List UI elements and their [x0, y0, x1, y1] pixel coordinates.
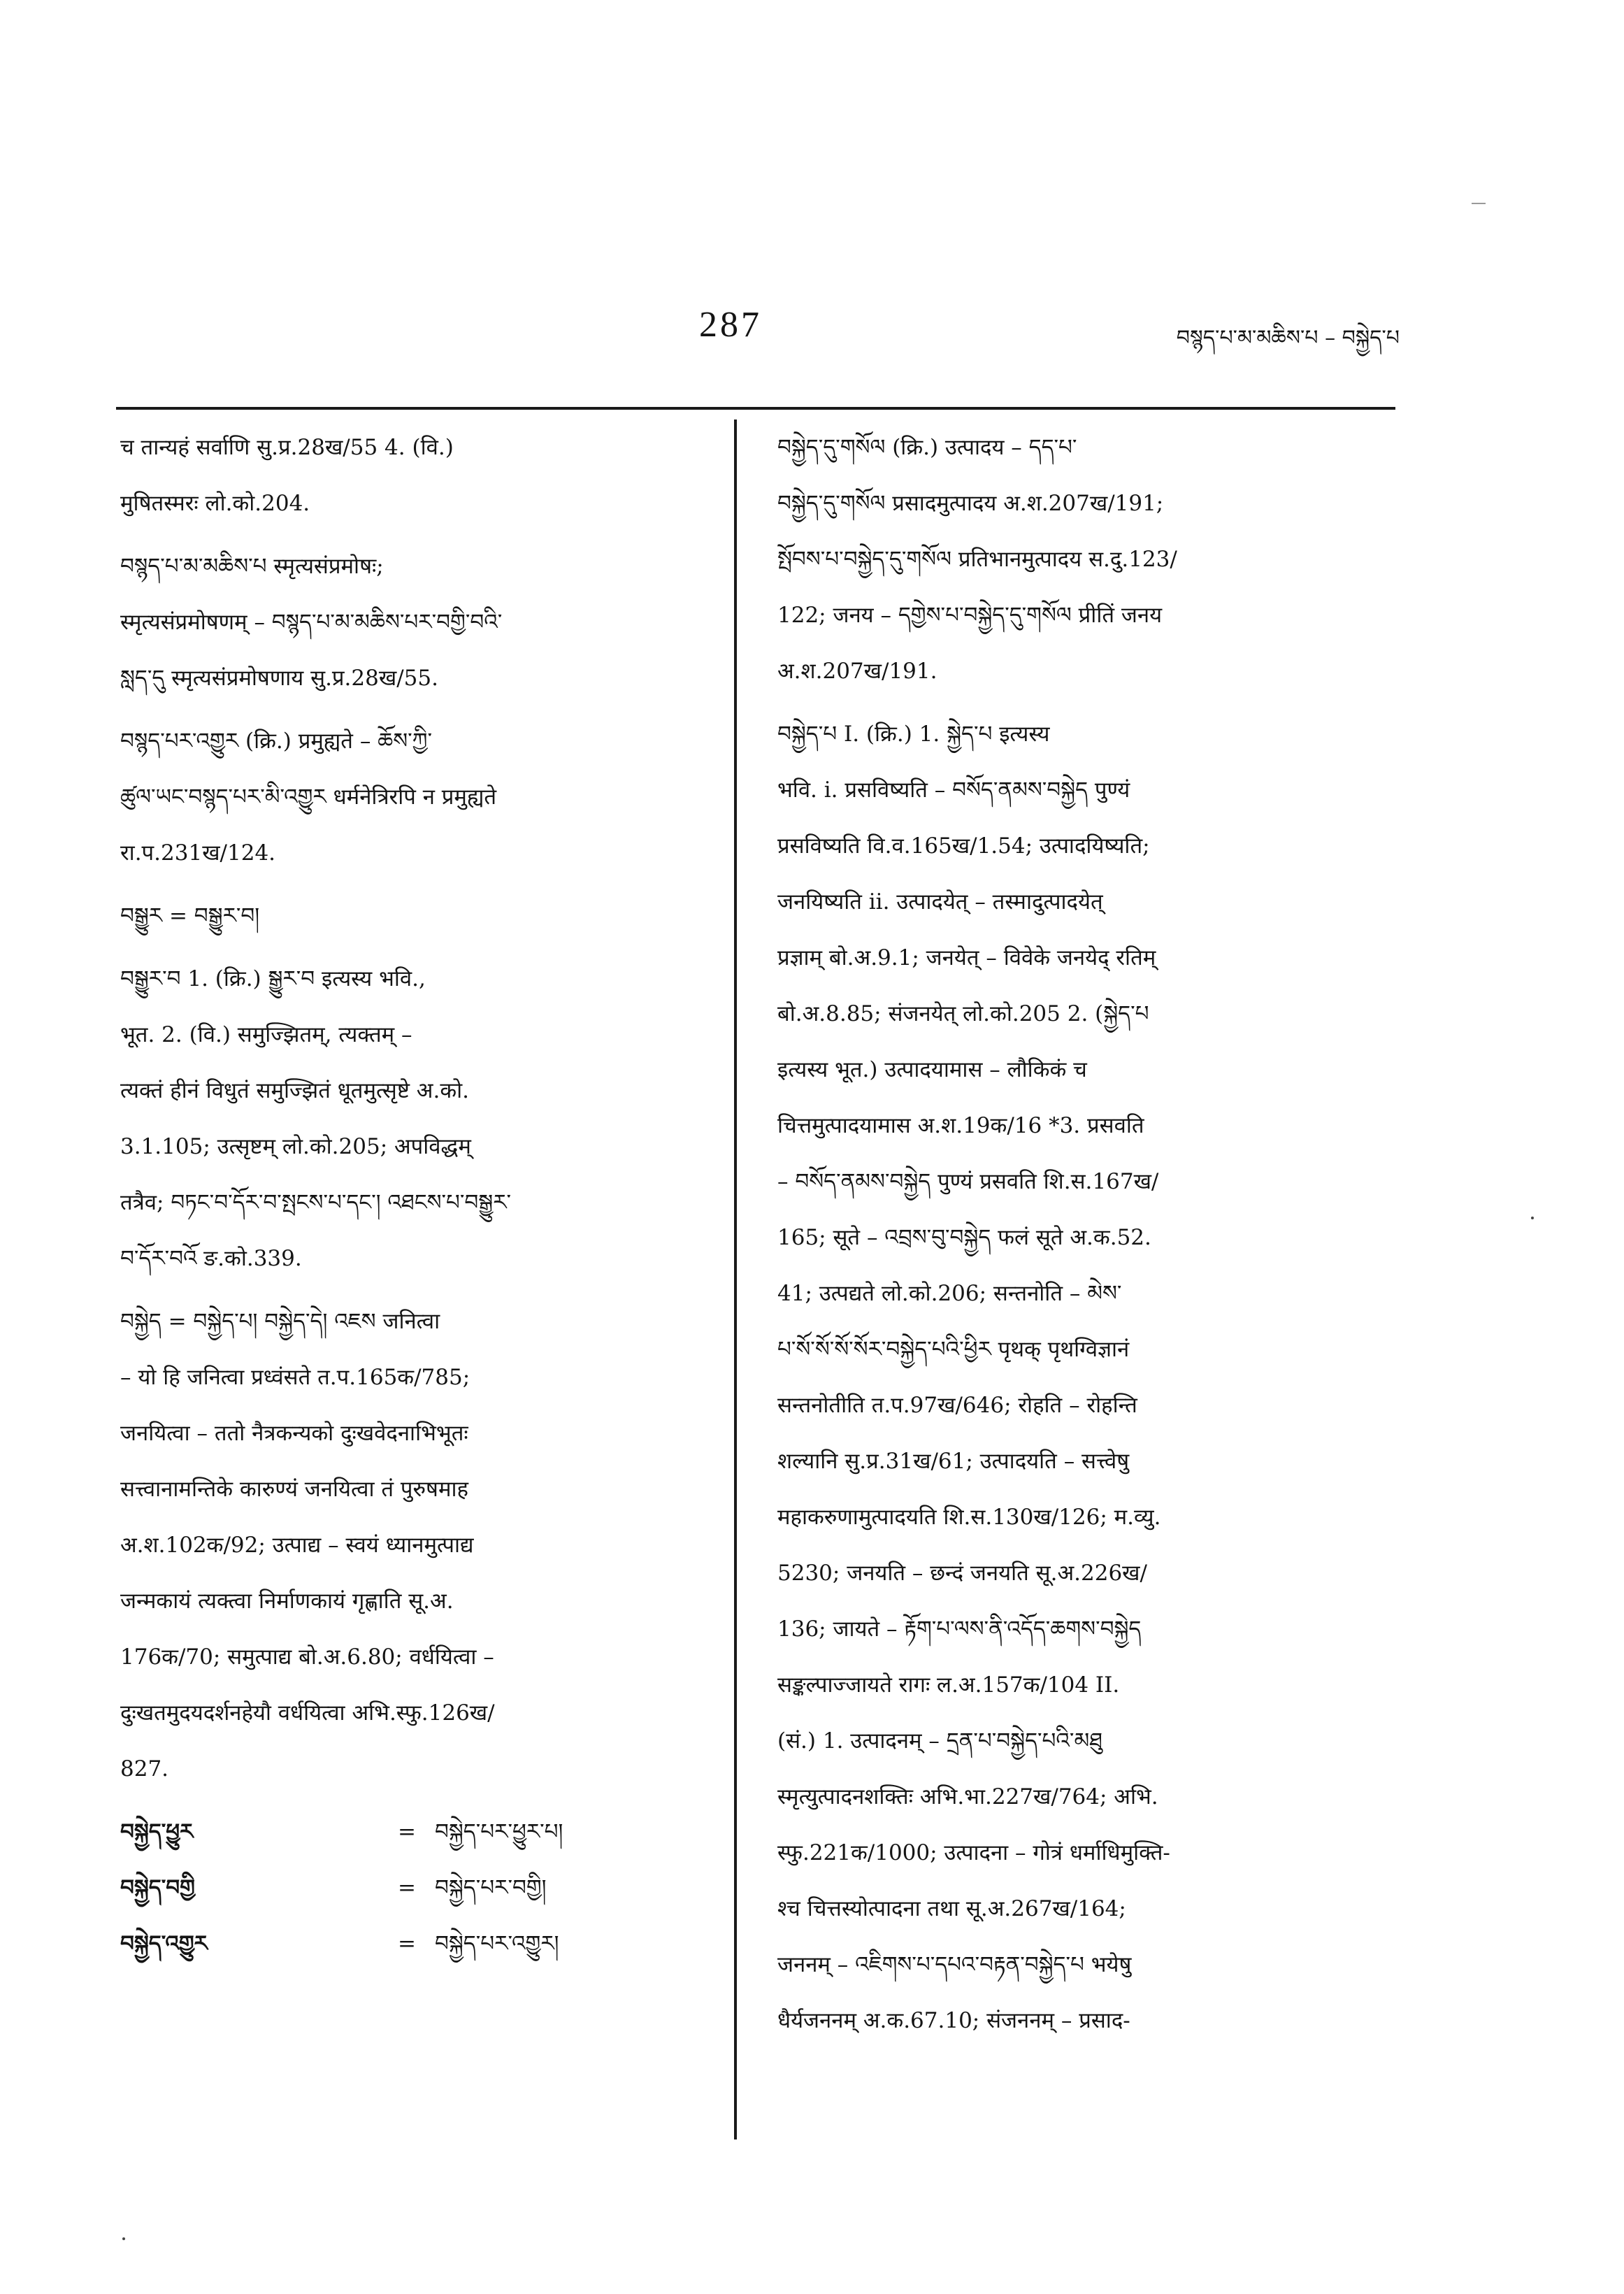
entry-line: 122; जनय – དགྱེས་པ་བསྐྱེད་དུ་གསོལ प्रीतिं जनय [777, 603, 1163, 628]
entry-line: 165; सूते – འབྲས་བུ་བསྐྱེད फलं सूते अ.क.52. [777, 1225, 1151, 1250]
xref-target: བསྐྱེད་པར་བགྱི། [435, 1875, 547, 1900]
entry-line: 136; जायते – རྟོག་པ་ལས་ནི་འདོད་ཆགས་བསྐྱེད [777, 1616, 1142, 1642]
dictionary-entry [120, 713, 700, 881]
entry-line: त्यक्तं हीनं विधुतं समुज्झितं धूतमुत्सृष्टे अ.को. [120, 1078, 470, 1103]
entry-line: अ.श.207ख/191. [777, 659, 937, 684]
entry-line: स्मृत्युत्पादनशक्तिः अभि.भा.227ख/764; अभि. [777, 1784, 1158, 1809]
xref-headword: བསྐྱེད་བགྱི [120, 1875, 195, 1900]
entry-line: བ་དོར་བའོ ङ.को.339. [120, 1246, 302, 1271]
entry-line: अ.श.102क/92; उत्पाद्य – स्वयं ध्यानमुत्पाद्य [120, 1533, 474, 1558]
entry-line: भवि. i. प्रसविष्यति – བསོད་ནམས་བསྐྱེད पुण्यं [777, 777, 1130, 803]
entry-line: सन्तनोतीति त.प.97ख/646; रोहति – रोहन्ति [777, 1393, 1137, 1418]
entry-line: – བསོད་ནམས་བསྐྱེད पुण्यं प्रसवति शि.स.167ख/ [777, 1169, 1159, 1194]
entry-headline: च तान्यहं सर्वाणि सु.प्र.28ख/55 4. (वि.) [120, 435, 454, 460]
entry-headline: བསྙད་པ་མ་མཆིས་པ स्मृत्यसंप्रमोषः; [120, 554, 384, 579]
entry-line: बो.अ.8.85; संजनयेत् लो.को.205 2. (སྐྱེད་པ [777, 1001, 1149, 1026]
header-rule [116, 407, 1395, 410]
entry-line: भूत. 2. (वि.) समुज्झितम्, त्यक्तम् – [120, 1022, 412, 1047]
equals-sign: = [398, 1875, 416, 1900]
entry-line: སྤོབས་པ་བསྐྱེད་དུ་གསོལ प्रतिभानमुत्पादय स.दु.123/ [777, 547, 1177, 572]
entry-line: བསྐྱེད་དུ་གསོལ प्रसादमुत्पादय अ.श.207ख/191; [777, 491, 1164, 516]
right-column [777, 420, 1358, 2056]
entry-line: सङ्कल्पाज्जायते रागः ल.अ.157क/104 II. [777, 1672, 1120, 1698]
entry-line: इत्यस्य भूत.) उत्पादयामास – लौकिकं च [777, 1057, 1087, 1082]
entry-line: जन्मकायं त्यक्त्वा निर्माणकायं गृह्णाति सू.अ. [120, 1589, 454, 1614]
entry-line: 3.1.105; उत्सृष्टम् लो.को.205; अपविद्धम् [120, 1134, 471, 1159]
entry-line: मुषितस्मरः लो.को.204. [120, 491, 310, 516]
entry-line: महाकरुणामुत्पादयति शि.स.130ख/126; म.व्यु. [777, 1505, 1161, 1530]
equals-sign: = [398, 1931, 416, 1956]
entry-headline: བསྐྱེད = བསྐྱེད་པ། བསྐྱེད་དེ། འཇས जनित्वा [120, 1309, 440, 1334]
equals-sign: = [398, 1819, 416, 1844]
entry-line: जनयिष्यति ii. उत्पादयेत् – तस्मादुत्पादयेत् [777, 889, 1103, 915]
dictionary-entry [120, 538, 700, 706]
entry-line: स्फु.221क/1000; उत्पादना – गोत्रं धर्माधिमुक्ति- [777, 1840, 1170, 1865]
entry-line: धैर्यजननम् अ.क.67.10; संजननम् – प्रसाद- [777, 2008, 1130, 2033]
entry-line: – यो हि जनित्वा प्रध्वंसते त.प.165क/785; [120, 1365, 470, 1390]
entry-line: 176क/70; समुत्पाद्य बो.अ.6.80; वर्धयित्वा – [120, 1644, 494, 1670]
entry-headline: བསྙད་པར་འགྱུར (क्रि.) प्रमुह्यते – ཆོས་ཀྱི་ [120, 729, 433, 754]
entry-line: चित्तमुत्पादयामास अ.श.19क/16 *3. प्रसवति [777, 1113, 1144, 1138]
entry-headline: བསྐྱེད་དུ་གསོལ (क्रि.) उत्पादय – དད་པ་ [777, 435, 1077, 460]
entry-line: जनयित्वा – ततो नैत्रकन्यको दुःखवेदनाभिभूतः [120, 1421, 468, 1446]
cross-reference-row [120, 1860, 700, 1916]
xref-target: བསྐྱེད་པར་འགྱུར། [435, 1931, 559, 1956]
left-column [120, 420, 700, 1972]
entry-line: प्रसविष्यति वि.व.165ख/1.54; उत्पादयिष्यति; [777, 833, 1150, 859]
dictionary-entry [120, 888, 700, 944]
entry-line: सत्त्वानामन्तिके कारुण्यं जनयित्वा तं पुरुषमाह [120, 1477, 468, 1502]
entry-line: रा.प.231ख/124. [120, 840, 276, 866]
xref-headword: བསྐྱེད་འགྱུར [120, 1931, 208, 1956]
entry-line: 41; उत्पद्यते लो.को.206; सन्तनोति – མེས་ [777, 1281, 1122, 1306]
scan-mark [1472, 203, 1486, 204]
scan-speck [1531, 1217, 1534, 1219]
column-divider [734, 420, 737, 2139]
entry-line: जननम् – འཇིགས་པ་དཔའ་བརྟན་བསྐྱེད་པ भयेषु [777, 1952, 1132, 1977]
dictionary-entry [120, 951, 700, 1286]
entry-line: སླད་དུ स्मृत्यसंप्रमोषणाय सु.प्र.28ख/55. [120, 666, 438, 691]
cross-reference-row [120, 1804, 700, 1860]
cross-reference-row [120, 1916, 700, 1972]
entry-line: པ་སོ་སོ་སོ་སོར་བསྐྱེད་པའི་ཕྱིར पृथक् पृथग्विज्ञानं [777, 1337, 1130, 1362]
running-head: བསྙད་པ་མ་མཆིས་པ – བསྐྱེད་པ [1176, 326, 1400, 350]
dictionary-entry [777, 706, 1358, 2049]
entry-line: ཚུལ་ཡང་བསྙད་པར་མི་འགྱུར धर्मनेत्रिरपि न प्रमुह्यते [120, 784, 497, 810]
dictionary-entry [777, 420, 1358, 699]
entry-headline: བསྒྱུར = བསྒྱུར་བ། [120, 903, 260, 929]
xref-target: བསྐྱེད་པར་ཕྱུར་པ། [435, 1819, 563, 1844]
entry-headline: བསྒྱུར་བ 1. (क्रि.) སྒྱུར་བ इत्यस्य भवि., [120, 966, 426, 991]
dictionary-entry [120, 1293, 700, 1797]
entry-line: स्मृत्यसंप्रमोषणम् – བསྙད་པ་མ་མཆིས་པར་བགྱི་བའི་ [120, 610, 503, 635]
entry-line: शल्यानि सु.प्र.31ख/61; उत्पादयति – सत्त्वेषु [777, 1449, 1130, 1474]
entry-line: 5230; जनयति – छन्दं जनयति सू.अ.226ख/ [777, 1561, 1147, 1586]
entry-headline: བསྐྱེད་པ I. (क्रि.) 1. སྐྱེད་པ इत्यस्य [777, 722, 1050, 747]
entry-line: तत्रैव; བཏང་བ་དོར་བ་སྤངས་པ་དང་། འཐངས་པ་བསྒྱུར་ [120, 1190, 512, 1215]
scan-speck [122, 2237, 125, 2240]
dictionary-entry [120, 420, 700, 531]
entry-line: 827. [120, 1756, 169, 1782]
entry-line: (सं.) 1. उत्पादनम् – དྲན་པ་བསྐྱེད་པའི་མཐུ [777, 1728, 1102, 1754]
xref-headword: བསྐྱེད་ཕྱུར [120, 1819, 194, 1844]
entry-line: दुःखतमुदयदर्शनहेयौ वर्धयित्वा अभि.स्फु.126ख/ [120, 1700, 495, 1726]
page-number: 287 [699, 305, 762, 345]
entry-line: प्रज्ञाम् बो.अ.9.1; जनयेत् – विवेके जनयेद् रतिम् [777, 945, 1156, 970]
entry-line: श्च चित्तस्योत्पादना तथा सू.अ.267ख/164; [777, 1896, 1126, 1921]
